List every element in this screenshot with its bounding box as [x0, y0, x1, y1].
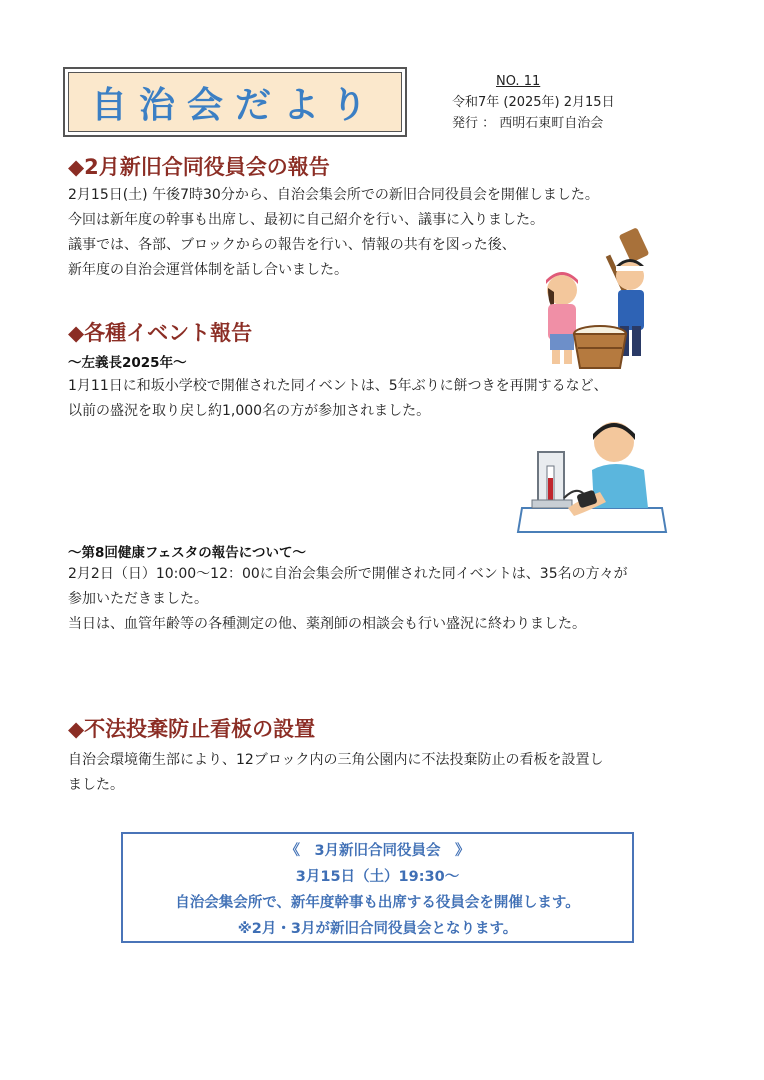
paragraph-line: 以前の盛況を取り戻し約1,000名の方が参加されました。 [68, 403, 431, 419]
paragraph-line: 1月11日に和坂小学校で開催された同イベントは、5年ぶりに餅つきを再開するなど、 [68, 378, 608, 394]
paragraph-line: ました。 [68, 777, 124, 793]
newsletter-title-box [63, 67, 407, 137]
notice-title: 《 3月新旧合同役員会 》 [285, 843, 470, 859]
issue-date: 令和7年 (2025年) 2月15日 [452, 95, 615, 110]
notice-body: 自治会集会所で、新年度幹事も出席する役員会を開催します。 [175, 895, 580, 911]
notice-note: ※2月・3月が新旧合同役員会となります。 [237, 921, 518, 937]
section-heading-meeting-report: ◆2月新旧合同役員会の報告 [68, 155, 330, 179]
paragraph-line: 当日は、血管年齢等の各種測定の他、薬剤師の相談会も行い盛況に終わりました。 [68, 616, 586, 632]
paragraph-line: 自治会環境衛生部により、12ブロック内の三角公園内に不法投棄防止の看板を設置し [68, 752, 604, 768]
issue-info [452, 71, 615, 134]
paragraph-line: 議事では、各部、ブロックからの報告を行い、情報の共有を図った後、 [68, 237, 516, 253]
issue-number: NO. 11 [496, 74, 541, 89]
illegal-dumping-text [68, 748, 604, 798]
meeting-report-text [68, 183, 599, 283]
notice-box [121, 832, 634, 943]
event2-subheading: ～第8回健康フェスタの報告について～ [68, 545, 306, 561]
notice-date: 3月15日（土）19:30～ [295, 869, 460, 885]
newsletter-title: 自治会だより [68, 72, 402, 132]
blood-pressure-illustration [516, 412, 668, 536]
event1-subheading: ～左義長2025年～ [68, 355, 187, 371]
paragraph-line: 2月2日（日）10:00～12：00に自治会集会所で開催された同イベントは、35名の方々が [68, 566, 628, 582]
paragraph-line: 参加いただきました。 [68, 591, 208, 607]
mochitsuki-illustration [528, 226, 660, 376]
publisher: 発行 ： 西明石東町自治会 [452, 116, 604, 131]
paragraph-line: 2月15日(土) 午後7時30分から、自治会集会所での新旧合同役員会を開催しました。 [68, 187, 599, 203]
paragraph-line: 今回は新年度の幹事も出席し、最初に自己紹介を行い、議事に入りました。 [68, 212, 544, 228]
section-heading-event-report: ◆各種イベント報告 [68, 321, 253, 345]
paragraph-line: 新年度の自治会運営体制を話し合いました。 [68, 262, 348, 278]
section-heading-illegal-dumping: ◆不法投棄防止看板の設置 [68, 717, 316, 741]
event2-text [68, 562, 628, 637]
